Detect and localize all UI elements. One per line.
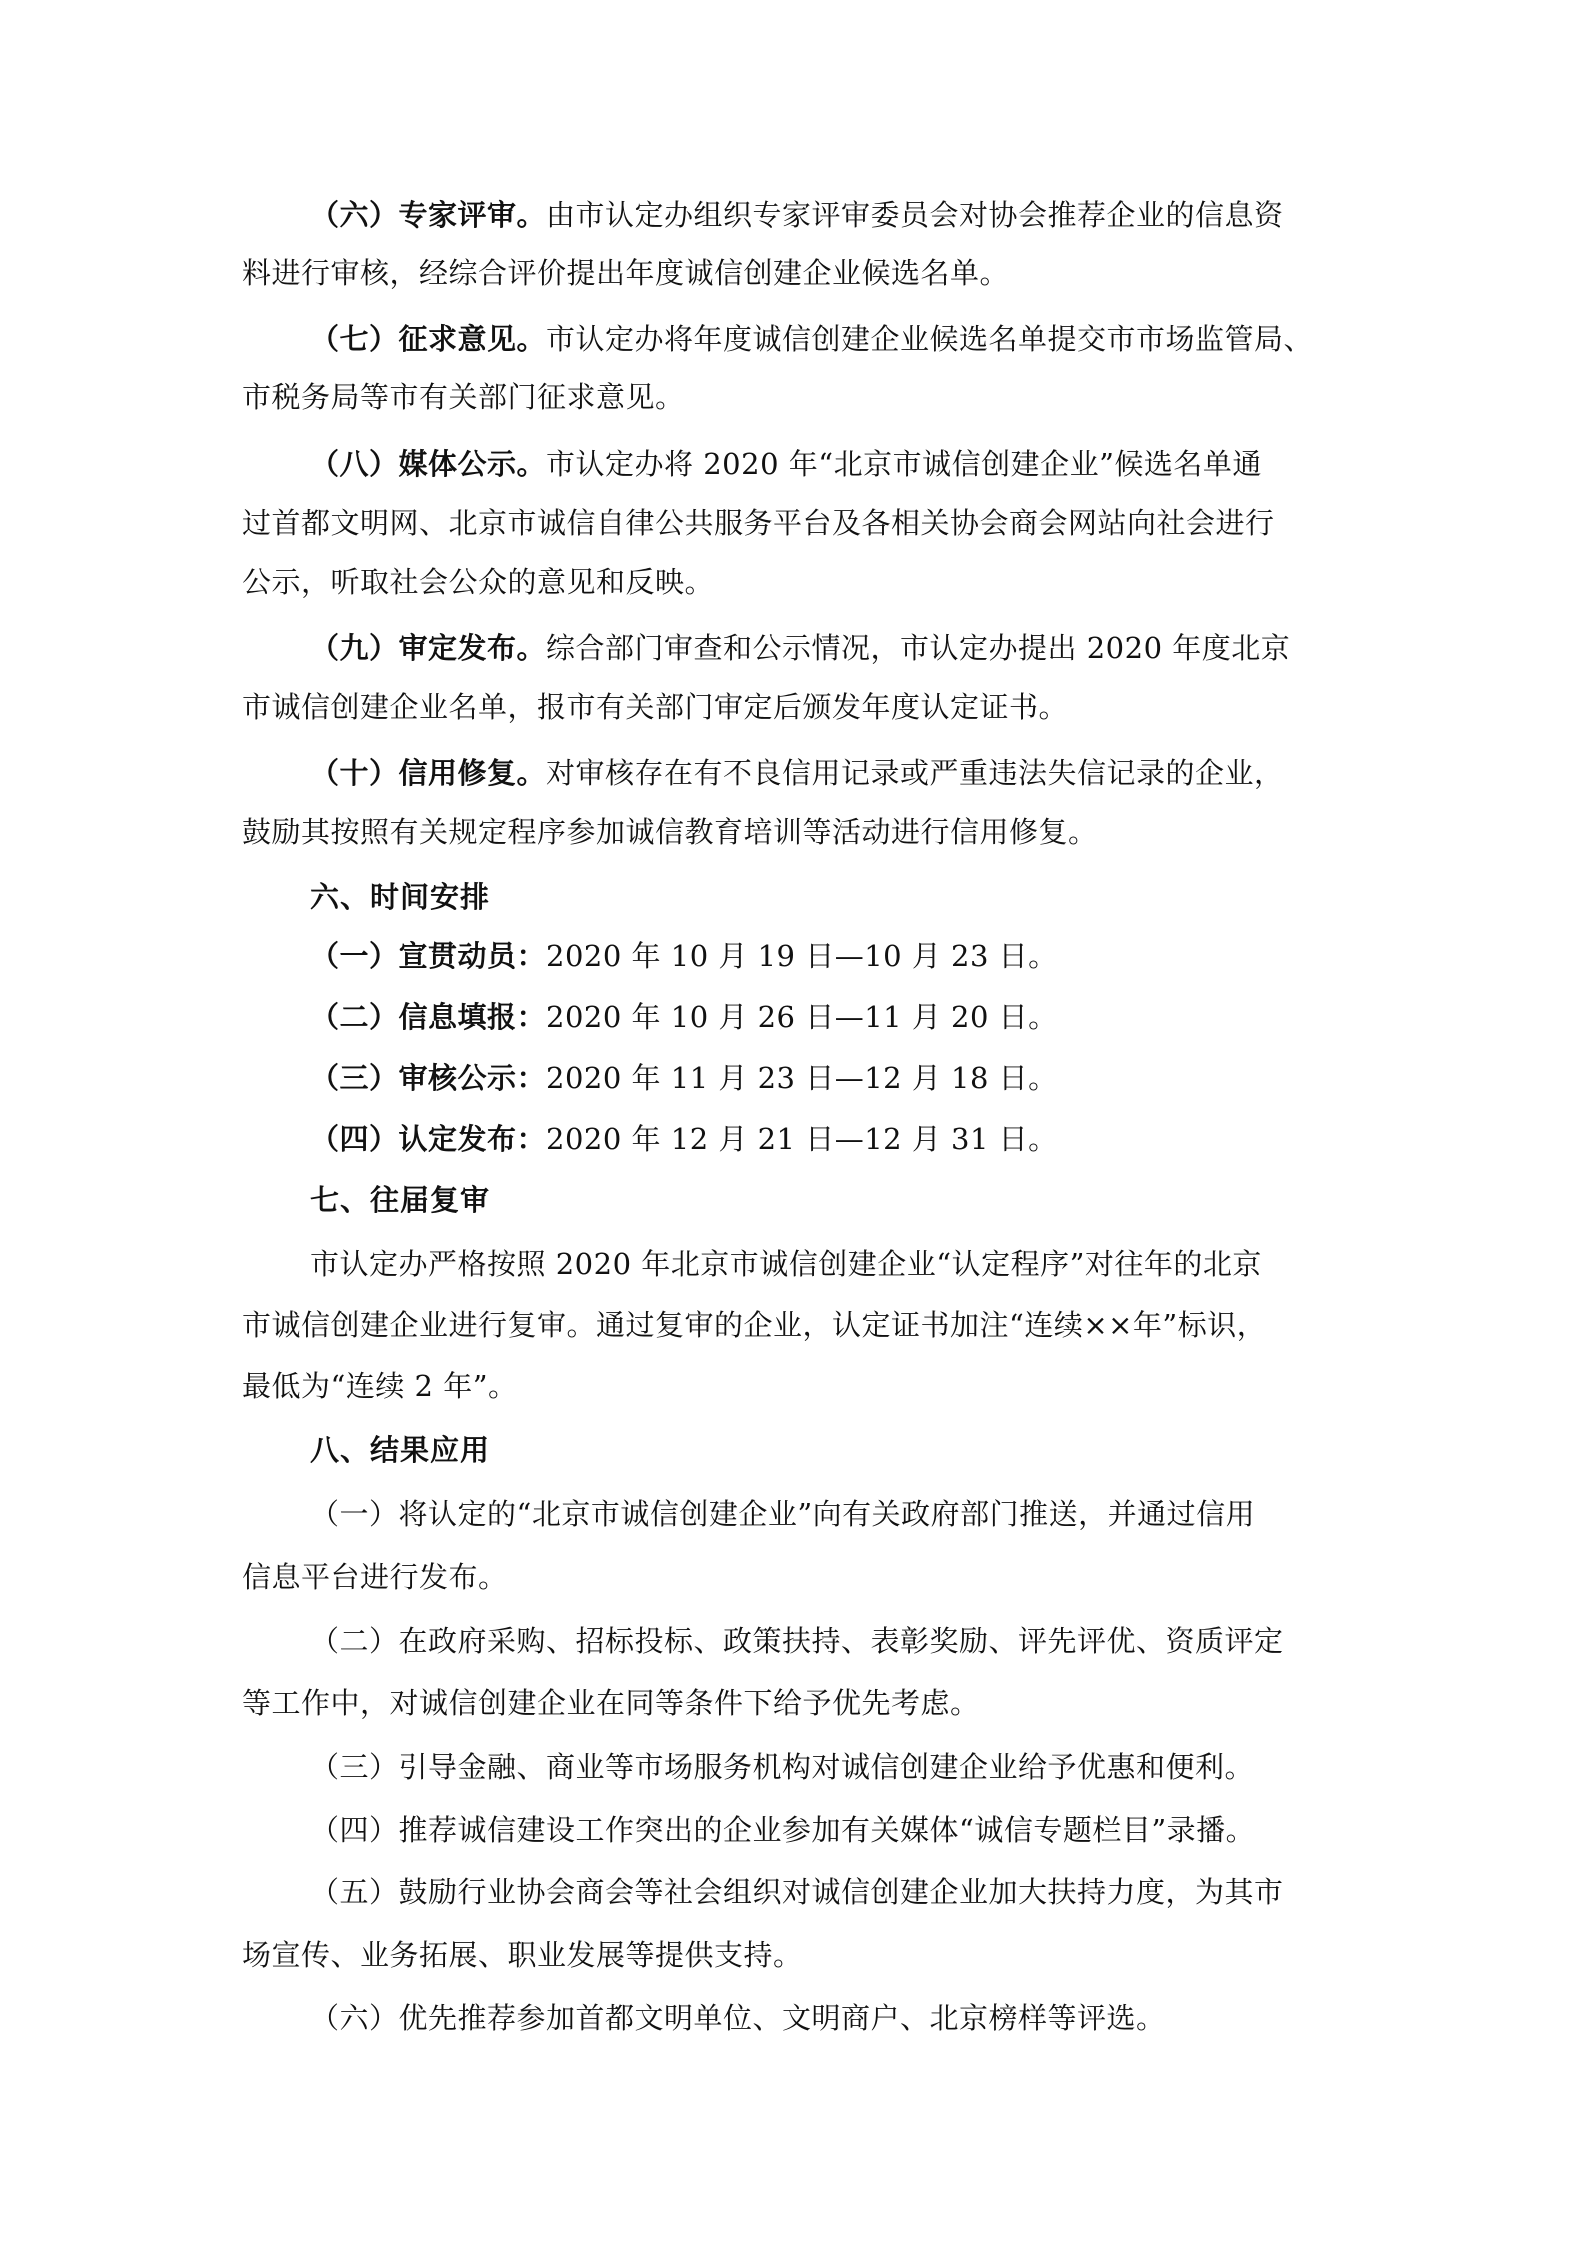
paragraph-label: （八）媒体公示。	[310, 447, 547, 481]
paragraph-text: 综合部门审查和公示情况，市认定办提出 2020 年度北京	[546, 631, 1291, 665]
application-item-line-1: （四）推荐诚信建设工作突出的企业参加有关媒体“诚信专题栏目”录播。	[310, 1813, 1256, 1847]
schedule-item-text: 2020 年 11 月 23 日—12 月 18 日。	[546, 1061, 1058, 1095]
schedule-item-label: （一）宣贯动员：	[310, 939, 547, 973]
paragraph-media-publicity-line-1	[310, 444, 1262, 484]
application-item-line-1: （六）优先推荐参加首都文明单位、文明商户、北京榜样等评选。	[310, 2001, 1166, 2035]
review-line-2: 市诚信创建企业进行复审。通过复审的企业，认定证书加注“连续××年”标识，	[242, 1308, 1267, 1342]
schedule-item	[310, 1058, 1058, 1098]
paragraph-approval-release-line-1	[310, 628, 1290, 668]
paragraph-text: 市认定办将年度诚信创建企业候选名单提交市市场监管局、	[546, 322, 1314, 356]
section-heading-schedule: 六、时间安排	[310, 880, 491, 914]
paragraph-media-publicity-line-2: 过首都文明网、北京市诚信自律公共服务平台及各相关协会商会网站向社会进行	[242, 506, 1275, 540]
review-line-3: 最低为“连续 2 年”。	[242, 1369, 518, 1403]
schedule-item-text: 2020 年 10 月 26 日—11 月 20 日。	[546, 1000, 1058, 1034]
section-heading-review: 七、往届复审	[310, 1183, 491, 1217]
section-heading-application: 八、结果应用	[310, 1433, 491, 1467]
schedule-item-label: （三）审核公示：	[310, 1061, 547, 1095]
schedule-item-label: （二）信息填报：	[310, 1000, 547, 1034]
paragraph-credit-repair-line-1	[310, 753, 1284, 793]
paragraph-expert-review-line-2: 料进行审核，经综合评价提出年度诚信创建企业候选名单。	[242, 256, 1010, 290]
paragraph-media-publicity-line-3: 公示，听取社会公众的意见和反映。	[242, 565, 715, 599]
schedule-item	[310, 1119, 1058, 1159]
schedule-item	[310, 936, 1058, 976]
paragraph-expert-review-line-1	[310, 195, 1284, 235]
paragraph-label: （十）信用修复。	[310, 756, 547, 790]
schedule-item-label: （四）认定发布：	[310, 1122, 547, 1156]
application-item-line-1: （三）引导金融、商业等市场服务机构对诚信创建企业给予优惠和便利。	[310, 1750, 1255, 1784]
schedule-item	[310, 997, 1058, 1037]
application-item-line-2: 信息平台进行发布。	[242, 1560, 508, 1594]
application-item-line-1: （二）在政府采购、招标投标、政策扶持、表彰奖励、评先评优、资质评定	[310, 1624, 1284, 1658]
paragraph-label: （六）专家评审。	[310, 198, 547, 232]
paragraph-text: 由市认定办组织专家评审委员会对协会推荐企业的信息资	[546, 198, 1284, 232]
schedule-item-text: 2020 年 10 月 19 日—10 月 23 日。	[546, 939, 1058, 973]
schedule-item-text: 2020 年 12 月 21 日—12 月 31 日。	[546, 1122, 1058, 1156]
paragraph-label: （七）征求意见。	[310, 322, 547, 356]
review-line-1: 市认定办严格按照 2020 年北京市诚信创建企业“认定程序”对往年的北京	[310, 1247, 1262, 1281]
paragraph-text: 对审核存在有不良信用记录或严重违法失信记录的企业，	[546, 756, 1284, 790]
paragraph-solicit-opinions-line-2: 市税务局等市有关部门征求意见。	[242, 380, 685, 414]
paragraph-credit-repair-line-2: 鼓励其按照有关规定程序参加诚信教育培训等活动进行信用修复。	[242, 815, 1098, 849]
paragraph-label: （九）审定发布。	[310, 631, 547, 665]
paragraph-text: 市认定办将 2020 年“北京市诚信创建企业”候选名单通	[546, 447, 1262, 481]
paragraph-solicit-opinions-line-1	[310, 319, 1313, 359]
application-item-line-2: 等工作中，对诚信创建企业在同等条件下给予优先考虑。	[242, 1686, 980, 1720]
application-item-line-1: （五）鼓励行业协会商会等社会组织对诚信创建企业加大扶持力度，为其市	[310, 1875, 1284, 1909]
application-item-line-2: 场宣传、业务拓展、职业发展等提供支持。	[242, 1938, 803, 1972]
paragraph-approval-release-line-2: 市诚信创建企业名单，报市有关部门审定后颁发年度认定证书。	[242, 690, 1069, 724]
application-item-line-1: （一）将认定的“北京市诚信创建企业”向有关政府部门推送，并通过信用	[310, 1497, 1256, 1531]
